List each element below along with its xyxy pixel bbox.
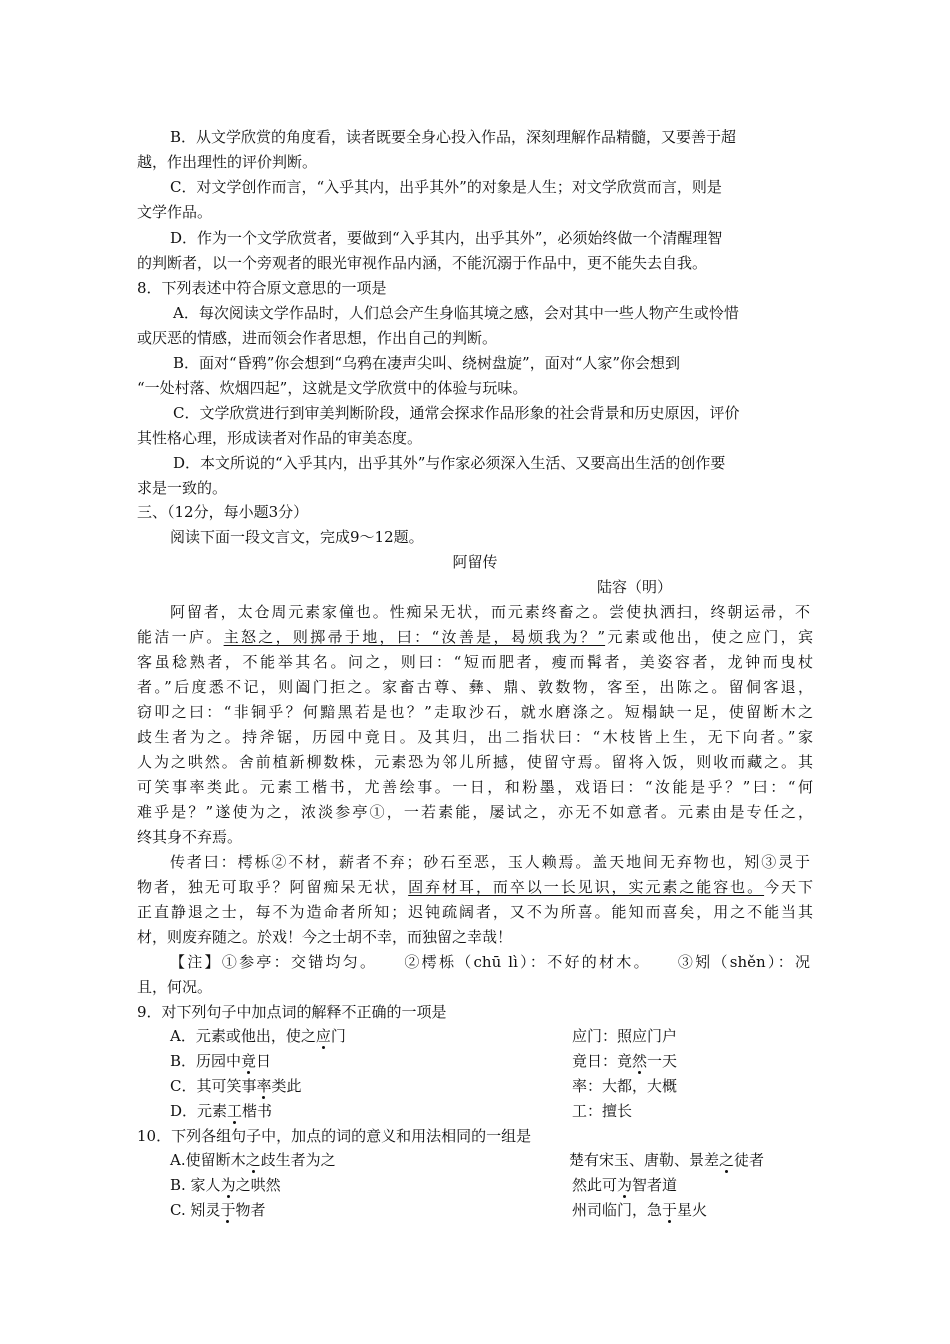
text-segment: 星火: [677, 1201, 708, 1219]
text-segment: 类此: [271, 1077, 302, 1095]
dotted-character: 工: [227, 1102, 243, 1120]
q9-stem: 9．对下列句子中加点词的解释不正确的一项是: [137, 1003, 447, 1021]
text-segment: 之哄然: [235, 1176, 281, 1194]
passage-p1-line3: 客虽稔熟者，不能举其名。问之，则曰：“短而肥者，瘦而髯者，美姿容者，龙钟而曳杖: [137, 653, 813, 671]
passage-p1-line1: 阿留者，太仓周元素家僮也。性痴呆无状，而元素终畜之。尝使执洒扫，终朝运帚，不: [170, 603, 810, 621]
text-segment: 州司临门，急: [572, 1201, 663, 1219]
text-segment: 一天: [647, 1052, 678, 1070]
text-segment: 物者: [235, 1201, 266, 1219]
q9-option-b: [170, 1049, 810, 1073]
passage-note-line1: 【注】①参亭：交错均匀。 ②樗栎（chū lì）：不好的材木。 ③矧（shěn）：况: [170, 953, 810, 971]
dotted-character: 然: [632, 1052, 648, 1070]
text-segment: 徒者: [734, 1151, 765, 1169]
text-segment: 智者道: [632, 1176, 678, 1194]
passage-p1-line6: 歧生者为之。持斧锯，历园中竟日。及其归，出二指状曰：“木枝皆上生，无下向者。”家: [137, 728, 813, 746]
passage-p1-line2: [137, 625, 813, 649]
text-segment: D．元素: [170, 1102, 228, 1120]
dotted-character: 应: [315, 1027, 331, 1045]
dotted-character: 竟: [241, 1052, 257, 1070]
passage-p2-line2: [137, 875, 813, 899]
q10-stem: 10．下列各组句子中，加点的词的意义和用法相同的一组是: [137, 1127, 532, 1145]
q8-option-d-line1: D．本文所说的“入乎其内，出乎其外”与作家必须深入生活、又要高出生活的创作要: [173, 454, 726, 472]
text-segment: 然此可: [572, 1176, 618, 1194]
text-segment: C. 矧灵: [170, 1201, 221, 1219]
text-segment: 元素或他出，使之应门，宾: [605, 628, 813, 646]
text-segment: 物者，独无可取乎？阿留痴呆无状，: [137, 878, 409, 896]
q8-option-a-line2: 或厌恶的情感，进而领会作者思想，作出自己的判断。: [137, 329, 498, 347]
text-segment: 今天下: [764, 878, 813, 896]
q8-option-c-line1: C．文学欣赏进行到审美判断阶段，通常会探求作品形象的社会背景和历史原因，评价: [173, 404, 740, 422]
text-segment: 日: [256, 1052, 272, 1070]
q7-option-d-line2: 的判断者，以一个旁观者的眼光审视作品内涵，不能沉溺于作品中，更不能失去自我。: [137, 254, 708, 272]
section-instruction: 阅读下面一段文言文，完成9～12题。: [170, 528, 424, 546]
passage-p2-line3: 正直静退之士，每不为造命者所知；迟钝疏阔者，又不为所喜。能知而喜矣，用之不能当其: [137, 903, 813, 921]
q9-option-c: [170, 1074, 810, 1098]
text-segment: 楷书: [242, 1102, 273, 1120]
text-segment: 工：擅长: [572, 1102, 633, 1120]
passage-p1-line7: 人为之哄然。舍前植新柳数株，元素恐为邻儿所撼，使留守焉。留将入饭，则收而藏之。其: [137, 753, 813, 771]
dotted-character: 之: [245, 1151, 261, 1169]
q10-option-b: [170, 1173, 810, 1197]
text-segment: 门: [330, 1027, 346, 1045]
text-segment: 歧生者为之: [260, 1151, 336, 1169]
text-segment: 竟日：竟: [572, 1052, 633, 1070]
dotted-character: 率: [256, 1077, 272, 1095]
text-segment: A．元素或他出，使之: [170, 1027, 316, 1045]
q10-option-a: [170, 1148, 810, 1172]
underlined-sentence: 固弃材耳，而卒以一长见识，实元素之能容也。: [408, 878, 765, 896]
text-segment: A.使留断木: [170, 1151, 246, 1169]
q7-option-b-line1: B．从文学欣赏的角度看，读者既要全身心投入作品，深刻理解作品精髓，又要善于超: [170, 128, 737, 146]
dotted-character: 为: [220, 1176, 236, 1194]
q7-option-c-line1: C．对文学创作而言，“入乎其内，出乎其外”的对象是人生；对文学欣赏而言，则是: [170, 178, 722, 196]
text-segment: 应门：照应门户: [572, 1027, 678, 1045]
q10-option-c: [170, 1198, 810, 1222]
passage-p1-line4: 者。”后度悉不记，则阖门拒之。家畜古尊、彝、鼎、敦数物，客至，出陈之。留侗客退，: [137, 678, 813, 696]
passage-p1-line5: 窃叩之曰：“非铜乎？何黯黑若是也？”走取沙石，就水磨涤之。短榻缺一足，使留断木之: [137, 703, 813, 721]
q7-option-d-line1: D．作为一个文学欣赏者，要做到“入乎其内，出乎其外”，必须始终做一个清醒理智: [170, 229, 723, 247]
dotted-character: 之: [719, 1151, 735, 1169]
underlined-sentence: 主怒之，则掷帚于地，曰：“汝善是，曷烦我为？”: [223, 628, 606, 646]
q8-stem: 8．下列表述中符合原文意思的一项是: [137, 279, 387, 297]
text-segment: B. 家人: [170, 1176, 221, 1194]
passage-p2-line1: 传者曰：樗栎②不材，薪者不弃；砂石至恶，玉人赖焉。盖天地间无弃物也，矧③灵于: [170, 853, 810, 871]
passage-p1-line9: 难乎是？”遂使为之，浓淡参亭①，一若素能，屡试之，亦无不如意者。元素由是专任之，: [137, 803, 813, 821]
passage-p1-line10: 终其身不弃焉。: [137, 828, 243, 846]
dotted-character: 于: [220, 1201, 236, 1219]
q8-option-a-line1: A．每次阅读文学作品时，人们总会产生身临其境之感，会对其中一些人物产生或怜惜: [173, 304, 739, 322]
q8-option-c-line2: 其性格心理，形成读者对作品的审美态度。: [137, 429, 423, 447]
passage-note-line2: 且，何况。: [137, 978, 213, 996]
q7-option-b-line2: 越，作出理性的评价判断。: [137, 153, 318, 171]
text-segment: 楚有宋玉、唐勒、景差: [569, 1151, 720, 1169]
q9-option-d: [170, 1099, 810, 1123]
q8-option-d-line2: 求是一致的。: [137, 479, 228, 497]
q8-option-b-line1: B．面对“昏鸦”你会想到“乌鸦在凄声尖叫、绕树盘旋”，面对“人家”你会想到: [173, 354, 681, 372]
dotted-character: 于: [662, 1201, 678, 1219]
section-heading: 三、（12分，每小题3分）: [137, 503, 309, 521]
passage-title: 阿留传: [452, 553, 498, 571]
passage-p2-line4: 材，则废弃随之。於戏！今之士胡不幸，而独留之幸哉！: [137, 928, 513, 946]
q9-option-a: [170, 1024, 810, 1048]
text-segment: B．历园中: [170, 1052, 242, 1070]
passage-p1-line8: 可笑事率类此。元素工楷书，尤善绘事。一日，和粉墨，戏语曰：“汝能是乎？”曰：“何: [137, 778, 813, 796]
text-segment: C．其可笑事: [170, 1077, 257, 1095]
text-segment: 率：大都，大概: [572, 1077, 678, 1095]
passage-author: 陆容（明）: [597, 578, 673, 596]
q8-option-b-line2: “一处村落、炊烟四起”，这就是文学欣赏中的体验与玩味。: [137, 379, 528, 397]
dotted-character: 为: [617, 1176, 633, 1194]
text-segment: 能洁一庐。: [137, 628, 224, 646]
q7-option-c-line2: 文学作品。: [137, 203, 213, 221]
